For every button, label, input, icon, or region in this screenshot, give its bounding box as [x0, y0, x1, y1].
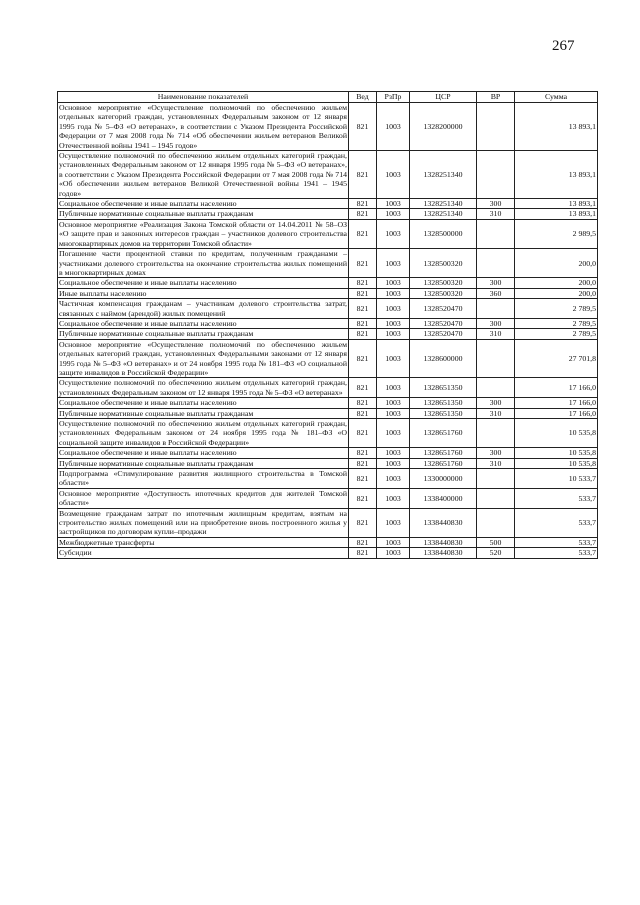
cell-vr: 300: [477, 448, 515, 458]
cell-rzpr: 1003: [377, 398, 410, 408]
table-row: [58, 378, 598, 398]
cell-csr: 1328520470: [410, 318, 477, 328]
cell-sum: 2 789,5: [515, 318, 598, 328]
table-row: [58, 103, 598, 151]
cell-ved: 821: [349, 318, 377, 328]
cell-rzpr: 1003: [377, 103, 410, 151]
table-row: [58, 469, 598, 489]
cell-vr: 360: [477, 288, 515, 298]
cell-csr: 1328651760: [410, 419, 477, 448]
table-row: [58, 508, 598, 537]
cell-name: Частичная компенсация гражданам – участникам долевого строительства затрат, связанных с наймом (арендой) жилых помещений: [59, 299, 347, 318]
cell-ved: 821: [349, 199, 377, 209]
cell-name: Публичные нормативные социальные выплаты гражданам: [58, 329, 349, 339]
cell-sum: 2 789,5: [515, 329, 598, 339]
cell-name: Социальное обеспечение и иные выплаты населению: [58, 199, 349, 209]
cell-ved: 821: [349, 378, 377, 398]
cell-vr: 300: [477, 398, 515, 408]
table-row: [58, 488, 598, 508]
header-sum: Сумма: [515, 92, 598, 103]
table-row: [58, 249, 598, 278]
cell-sum: 10 535,8: [515, 448, 598, 458]
cell-rzpr: 1003: [377, 469, 410, 489]
cell-ved: 821: [349, 209, 377, 219]
cell-vr: [477, 419, 515, 448]
cell-ved: 821: [349, 278, 377, 288]
table-row: [58, 458, 598, 468]
table-row: [58, 288, 598, 298]
cell-csr: 1338400000: [410, 488, 477, 508]
cell-rzpr: 1003: [377, 548, 410, 558]
cell-ved: 821: [349, 219, 377, 248]
table-row: [58, 419, 598, 448]
cell-csr: 1328500000: [410, 219, 477, 248]
cell-ved: 821: [349, 508, 377, 537]
cell-sum: 27 701,8: [515, 339, 598, 378]
cell-name: Основное мероприятие «Доступность ипотечных кредитов для жителей Томской области»: [59, 488, 347, 508]
cell-sum: 2 789,5: [515, 299, 598, 319]
cell-csr: 1338440830: [410, 537, 477, 547]
cell-sum: 200,0: [515, 249, 598, 278]
cell-rzpr: 1003: [377, 249, 410, 278]
cell-vr: [477, 151, 515, 199]
cell-vr: [477, 103, 515, 151]
cell-vr: 520: [477, 548, 515, 558]
cell-name: Осуществление полномочий по обеспечению жильем отдельных категорий граждан, установленных Федеральным законом от 12 января 1995 года № 5–ФЗ «О ветеранах», в соответствии с Указом Президента Российской Федерации от 7 мая 2008 года № 714 «Об обеспечении жильем ветеранов Великой Отечественной войны 1941 – 1945 годов»: [59, 151, 347, 198]
cell-csr: 1328600000: [410, 339, 477, 378]
cell-name: Осуществление полномочий по обеспечению жильем отдельных категорий граждан, установленных Федеральным законом от 24 ноября 1995 года № 181–ФЗ «О социальной защите инвалидов в Российской Федерации»: [59, 419, 347, 447]
cell-vr: [477, 508, 515, 537]
cell-ved: 821: [349, 398, 377, 408]
cell-name: Основное мероприятие «Осуществление полномочий по обеспечению жильем отдельных категорий граждан, установленных Федеральными законами от 12 января 1995 года № 5–ФЗ «О ветеранах» и от 24 ноября 1995 года № 181–ФЗ «О социальной защите инвалидов в Российской Федерации»: [59, 339, 347, 377]
cell-rzpr: 1003: [377, 508, 410, 537]
cell-name: Публичные нормативные социальные выплаты гражданам: [58, 209, 349, 219]
cell-sum: 17 166,0: [515, 408, 598, 418]
cell-vr: 310: [477, 458, 515, 468]
cell-rzpr: 1003: [377, 288, 410, 298]
cell-rzpr: 1003: [377, 318, 410, 328]
cell-csr: 1328251340: [410, 199, 477, 209]
cell-name: Осуществление полномочий по обеспечению жильем отдельных категорий граждан, установленных Федеральным законом от 12 января 1995 года № 5–ФЗ «О ветеранах»: [59, 378, 347, 397]
cell-name: Социальное обеспечение и иные выплаты населению: [58, 318, 349, 328]
cell-name: Социальное обеспечение и иные выплаты населению: [58, 278, 349, 288]
header-name: Наименование показателей: [58, 92, 349, 103]
table-row: [58, 548, 598, 558]
cell-vr: 300: [477, 199, 515, 209]
cell-csr: 1328500320: [410, 288, 477, 298]
cell-sum: 13 893,1: [515, 199, 598, 209]
cell-name: Подпрограмма «Стимулирование развития жилищного строительства в Томской области»: [59, 469, 347, 488]
cell-csr: 1328520470: [410, 299, 477, 319]
cell-vr: [477, 249, 515, 278]
cell-vr: 500: [477, 537, 515, 547]
cell-vr: 300: [477, 318, 515, 328]
cell-vr: [477, 469, 515, 489]
cell-ved: 821: [349, 329, 377, 339]
table-body: [58, 103, 598, 559]
cell-csr: 1328651350: [410, 408, 477, 418]
cell-name: Субсидии: [58, 548, 349, 558]
cell-ved: 821: [349, 339, 377, 378]
cell-sum: 17 166,0: [515, 398, 598, 408]
cell-rzpr: 1003: [377, 419, 410, 448]
table-row: [58, 448, 598, 458]
cell-csr: 1328251340: [410, 151, 477, 199]
cell-vr: 300: [477, 278, 515, 288]
cell-name: Основное мероприятие «Осуществление полномочий по обеспечению жильем отдельных категорий граждан, установленных Федеральным законом от 12 января 1995 года № 5–ФЗ «О ветеранах», в соответствии с Указом Президента Российской Федерации от 7 мая 2008 года № 714 «Об обеспечении жильем ветеранов Великой Отечественной войны 1941 – 1945 годов»: [59, 103, 347, 150]
table-row: [58, 339, 598, 378]
cell-csr: 1330000000: [410, 469, 477, 489]
cell-csr: 1328500320: [410, 278, 477, 288]
table-header-row: [58, 92, 598, 103]
cell-name: Социальное обеспечение и иные выплаты населению: [58, 398, 349, 408]
cell-sum: 533,7: [515, 548, 598, 558]
cell-sum: 200,0: [515, 288, 598, 298]
table-row: [58, 209, 598, 219]
cell-rzpr: 1003: [377, 448, 410, 458]
cell-sum: 533,7: [515, 508, 598, 537]
table-row: [58, 329, 598, 339]
cell-rzpr: 1003: [377, 219, 410, 248]
cell-rzpr: 1003: [377, 199, 410, 209]
cell-vr: [477, 219, 515, 248]
cell-rzpr: 1003: [377, 488, 410, 508]
cell-sum: 13 893,1: [515, 103, 598, 151]
cell-rzpr: 1003: [377, 278, 410, 288]
cell-ved: 821: [349, 448, 377, 458]
cell-name: Межбюджетные трансферты: [58, 537, 349, 547]
cell-rzpr: 1003: [377, 458, 410, 468]
cell-rzpr: 1003: [377, 329, 410, 339]
budget-table: [57, 91, 598, 559]
cell-name: Возмещение гражданам затрат по ипотечным жилищным кредитам, взятым на строительство жилых помещений или на приобретение вновь построенного жилья у застройщиков по договорам купли–продажи: [59, 508, 347, 537]
cell-ved: 821: [349, 488, 377, 508]
table-row: [58, 408, 598, 418]
cell-name: Основное мероприятие «Реализация Закона Томской области от 14.04.2011 № 58–ОЗ «О защите прав и законных интересов граждан – участников долевого строительства многоквартирных домов на территории Томской области»: [59, 219, 347, 248]
cell-ved: 821: [349, 537, 377, 547]
table-row: [58, 219, 598, 248]
cell-vr: 310: [477, 408, 515, 418]
cell-ved: 821: [349, 103, 377, 151]
cell-vr: [477, 299, 515, 319]
cell-rzpr: 1003: [377, 378, 410, 398]
cell-csr: 1328200000: [410, 103, 477, 151]
cell-csr: 1338440830: [410, 508, 477, 537]
cell-ved: 821: [349, 419, 377, 448]
cell-vr: 310: [477, 209, 515, 219]
cell-ved: 821: [349, 469, 377, 489]
cell-csr: 1328651760: [410, 458, 477, 468]
cell-vr: 310: [477, 329, 515, 339]
cell-csr: 1328651760: [410, 448, 477, 458]
table-row: [58, 398, 598, 408]
cell-csr: 1328500320: [410, 249, 477, 278]
header-vr: ВР: [477, 92, 515, 103]
cell-sum: 533,7: [515, 488, 598, 508]
cell-sum: 13 893,1: [515, 151, 598, 199]
cell-vr: [477, 488, 515, 508]
cell-rzpr: 1003: [377, 151, 410, 199]
cell-sum: 13 893,1: [515, 209, 598, 219]
cell-csr: 1328251340: [410, 209, 477, 219]
table-row: [58, 537, 598, 547]
table-row: [58, 199, 598, 209]
cell-rzpr: 1003: [377, 339, 410, 378]
header-csr: ЦСР: [410, 92, 477, 103]
cell-rzpr: 1003: [377, 209, 410, 219]
cell-sum: 10 535,8: [515, 458, 598, 468]
cell-csr: 1338440830: [410, 548, 477, 558]
cell-vr: [477, 339, 515, 378]
table-row: [58, 318, 598, 328]
table-row: [58, 299, 598, 319]
header-ved: Вед: [349, 92, 377, 103]
cell-csr: 1328651350: [410, 398, 477, 408]
cell-ved: 821: [349, 458, 377, 468]
cell-csr: 1328651350: [410, 378, 477, 398]
page-number: 267: [552, 38, 575, 54]
cell-csr: 1328520470: [410, 329, 477, 339]
cell-ved: 821: [349, 408, 377, 418]
cell-name: Погашение части процентной ставки по кредитам, полученным гражданами – участниками долевого строительства на окончание строительства жилых помещений в многоквартирных домах: [59, 249, 347, 277]
cell-rzpr: 1003: [377, 537, 410, 547]
cell-vr: [477, 378, 515, 398]
cell-sum: 2 989,5: [515, 219, 598, 248]
table-row: [58, 151, 598, 199]
cell-ved: 821: [349, 151, 377, 199]
cell-ved: 821: [349, 249, 377, 278]
cell-rzpr: 1003: [377, 408, 410, 418]
cell-ved: 821: [349, 299, 377, 319]
cell-name: Иные выплаты населению: [58, 288, 349, 298]
cell-sum: 10 535,8: [515, 419, 598, 448]
cell-ved: 821: [349, 288, 377, 298]
cell-sum: 533,7: [515, 537, 598, 547]
cell-sum: 10 533,7: [515, 469, 598, 489]
table-row: [58, 278, 598, 288]
cell-sum: 17 166,0: [515, 378, 598, 398]
header-rzpr: РзПр: [377, 92, 410, 103]
cell-rzpr: 1003: [377, 299, 410, 319]
cell-sum: 200,0: [515, 278, 598, 288]
cell-name: Социальное обеспечение и иные выплаты населению: [58, 448, 349, 458]
cell-name: Публичные нормативные социальные выплаты гражданам: [58, 408, 349, 418]
cell-name: Публичные нормативные социальные выплаты гражданам: [58, 458, 349, 468]
cell-ved: 821: [349, 548, 377, 558]
